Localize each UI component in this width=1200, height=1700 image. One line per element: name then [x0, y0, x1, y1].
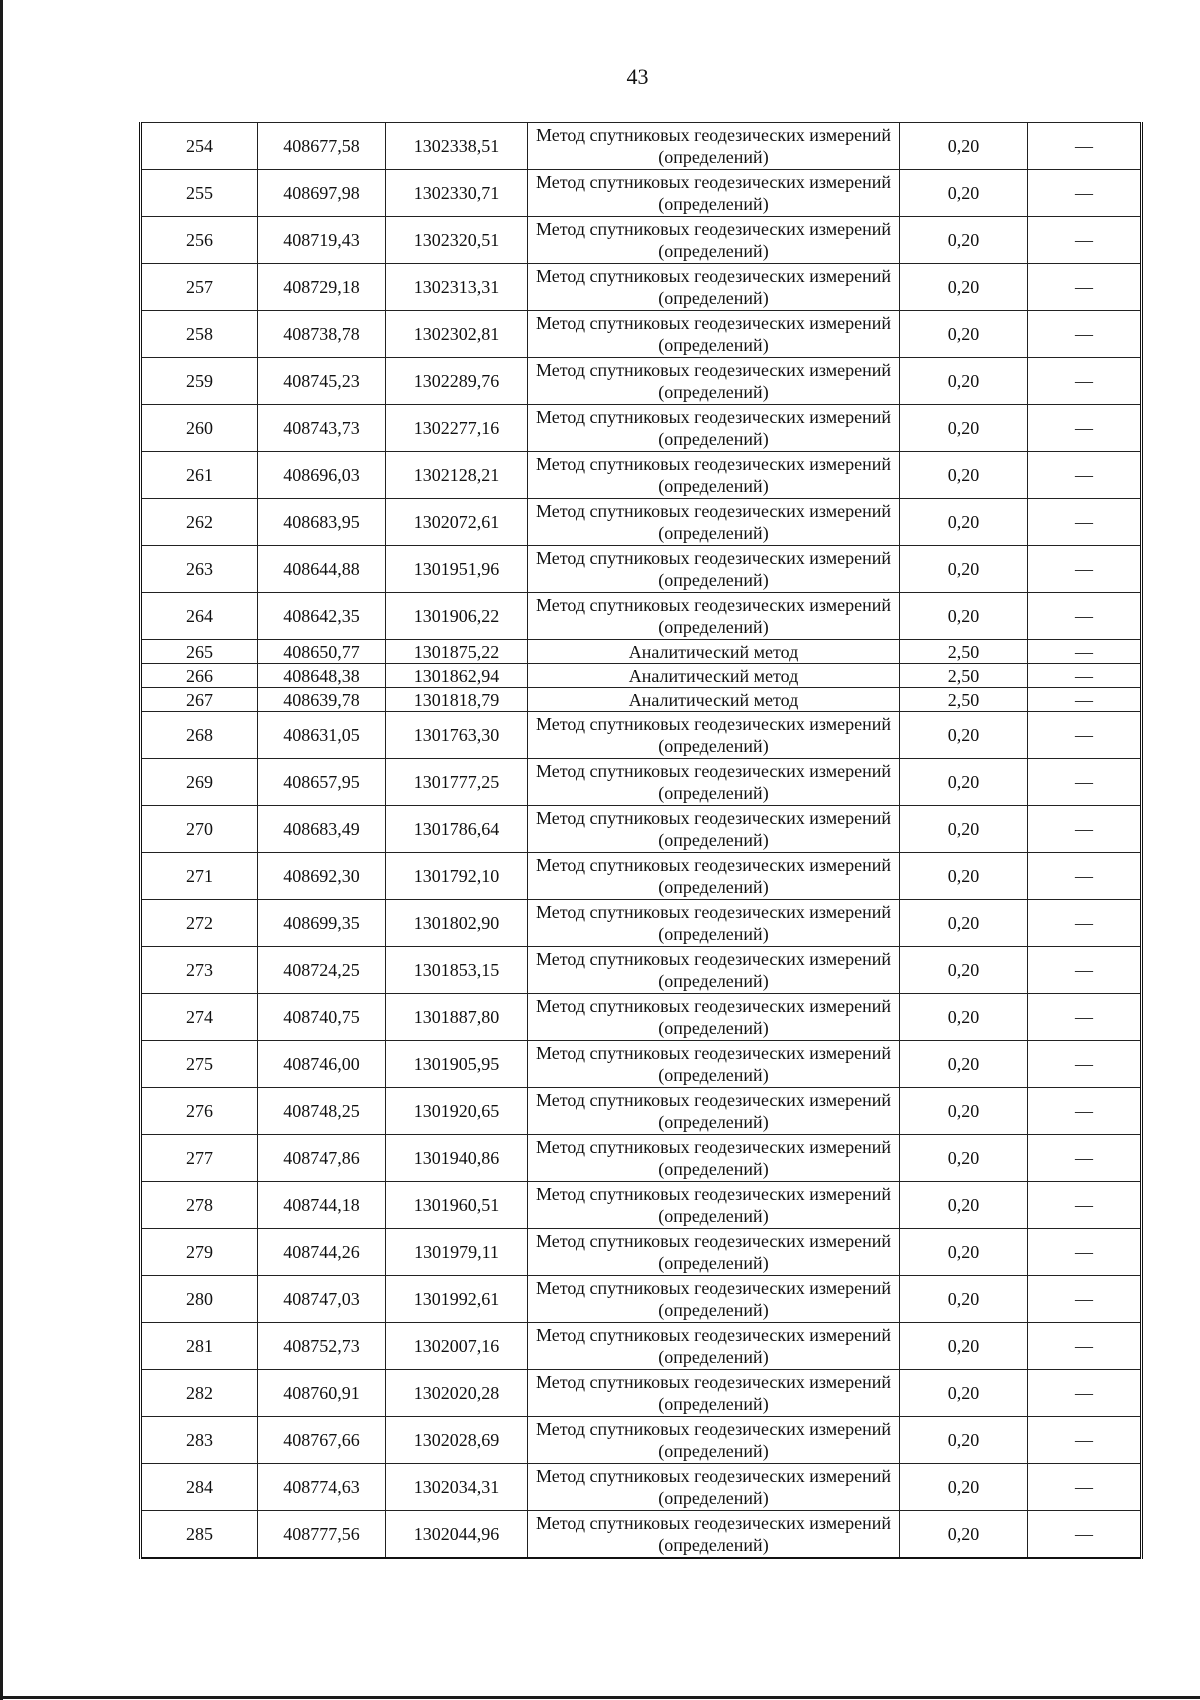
method-cell: Метод спутниковых геодезических измерений (определений)	[528, 358, 900, 405]
method-cell: Метод спутниковых геодезических измерений (определений)	[528, 806, 900, 853]
note-cell: —	[1028, 1041, 1142, 1088]
note-cell: —	[1028, 170, 1142, 217]
coord-y-cell: 1302277,16	[386, 405, 528, 452]
table-row	[141, 1511, 1142, 1559]
coord-x-cell: 408683,49	[258, 806, 386, 853]
accuracy-cell: 0,20	[900, 1464, 1028, 1511]
table-row	[141, 1041, 1142, 1088]
table-row	[141, 759, 1142, 806]
coord-x-cell: 408747,86	[258, 1135, 386, 1182]
accuracy-cell: 0,20	[900, 1182, 1028, 1229]
point-number-cell: 276	[141, 1088, 258, 1135]
point-number-cell: 261	[141, 452, 258, 499]
note-cell: —	[1028, 1229, 1142, 1276]
table-row	[141, 664, 1142, 688]
point-number-cell: 269	[141, 759, 258, 806]
point-number-cell: 260	[141, 405, 258, 452]
table-row	[141, 452, 1142, 499]
coord-x-cell: 408740,75	[258, 994, 386, 1041]
method-cell: Метод спутниковых геодезических измерений (определений)	[528, 1370, 900, 1417]
accuracy-cell: 0,20	[900, 1041, 1028, 1088]
point-number-cell: 256	[141, 217, 258, 264]
point-number-cell: 268	[141, 712, 258, 759]
note-cell: —	[1028, 217, 1142, 264]
coord-x-cell: 408697,98	[258, 170, 386, 217]
note-cell: —	[1028, 900, 1142, 947]
note-cell: —	[1028, 499, 1142, 546]
coord-x-cell: 408719,43	[258, 217, 386, 264]
note-cell: —	[1028, 712, 1142, 759]
point-number-cell: 262	[141, 499, 258, 546]
coord-y-cell: 1301960,51	[386, 1182, 528, 1229]
coord-y-cell: 1302020,28	[386, 1370, 528, 1417]
table-row	[141, 947, 1142, 994]
coord-x-cell: 408744,18	[258, 1182, 386, 1229]
accuracy-cell: 0,20	[900, 217, 1028, 264]
coord-y-cell: 1301875,22	[386, 640, 528, 664]
point-number-cell: 265	[141, 640, 258, 664]
method-cell: Метод спутниковых геодезических измерений (определений)	[528, 1417, 900, 1464]
table-row	[141, 1417, 1142, 1464]
method-cell: Метод спутниковых геодезических измерений (определений)	[528, 264, 900, 311]
note-cell: —	[1028, 1135, 1142, 1182]
coord-x-cell: 408760,91	[258, 1370, 386, 1417]
table-row	[141, 593, 1142, 640]
table-row	[141, 1276, 1142, 1323]
table-row	[141, 1182, 1142, 1229]
table-row	[141, 1323, 1142, 1370]
coord-x-cell: 408644,88	[258, 546, 386, 593]
coord-x-cell: 408724,25	[258, 947, 386, 994]
coord-x-cell: 408683,95	[258, 499, 386, 546]
coord-y-cell: 1301763,30	[386, 712, 528, 759]
note-cell: —	[1028, 1511, 1142, 1559]
method-cell: Метод спутниковых геодезических измерений (определений)	[528, 712, 900, 759]
accuracy-cell: 0,20	[900, 264, 1028, 311]
table-row	[141, 1088, 1142, 1135]
coord-y-cell: 1301951,96	[386, 546, 528, 593]
accuracy-cell: 0,20	[900, 123, 1028, 170]
table-row	[141, 358, 1142, 405]
coord-y-cell: 1301802,90	[386, 900, 528, 947]
table-row	[141, 217, 1142, 264]
note-cell: —	[1028, 1323, 1142, 1370]
accuracy-cell: 0,20	[900, 947, 1028, 994]
note-cell: —	[1028, 593, 1142, 640]
coord-x-cell: 408745,23	[258, 358, 386, 405]
note-cell: —	[1028, 405, 1142, 452]
method-cell: Аналитический метод	[528, 640, 900, 664]
method-cell: Метод спутниковых геодезических измерений (определений)	[528, 1323, 900, 1370]
point-number-cell: 257	[141, 264, 258, 311]
accuracy-cell: 0,20	[900, 170, 1028, 217]
coord-x-cell: 408729,18	[258, 264, 386, 311]
point-number-cell: 270	[141, 806, 258, 853]
method-cell: Метод спутниковых геодезических измерений (определений)	[528, 900, 900, 947]
coord-y-cell: 1301992,61	[386, 1276, 528, 1323]
coord-y-cell: 1302330,71	[386, 170, 528, 217]
table-row	[141, 405, 1142, 452]
coord-y-cell: 1302128,21	[386, 452, 528, 499]
point-number-cell: 283	[141, 1417, 258, 1464]
coord-x-cell: 408657,95	[258, 759, 386, 806]
point-number-cell: 266	[141, 664, 258, 688]
coord-y-cell: 1302007,16	[386, 1323, 528, 1370]
table-row	[141, 640, 1142, 664]
method-cell: Метод спутниковых геодезических измерений (определений)	[528, 947, 900, 994]
method-cell: Метод спутниковых геодезических измерений (определений)	[528, 1511, 900, 1559]
table-row	[141, 853, 1142, 900]
note-cell: —	[1028, 546, 1142, 593]
coord-y-cell: 1301920,65	[386, 1088, 528, 1135]
scan-edge-left	[0, 0, 3, 1700]
coord-y-cell: 1302044,96	[386, 1511, 528, 1559]
coord-y-cell: 1302302,81	[386, 311, 528, 358]
coord-x-cell: 408744,26	[258, 1229, 386, 1276]
coord-x-cell: 408642,35	[258, 593, 386, 640]
note-cell: —	[1028, 759, 1142, 806]
accuracy-cell: 2,50	[900, 688, 1028, 712]
note-cell: —	[1028, 452, 1142, 499]
point-number-cell: 271	[141, 853, 258, 900]
coord-y-cell: 1301940,86	[386, 1135, 528, 1182]
method-cell: Метод спутниковых геодезических измерений (определений)	[528, 405, 900, 452]
point-number-cell: 279	[141, 1229, 258, 1276]
coord-y-cell: 1302313,31	[386, 264, 528, 311]
coord-y-cell: 1301786,64	[386, 806, 528, 853]
point-number-cell: 275	[141, 1041, 258, 1088]
accuracy-cell: 0,20	[900, 452, 1028, 499]
point-number-cell: 254	[141, 123, 258, 170]
table-body	[141, 123, 1142, 1559]
table-row	[141, 264, 1142, 311]
table-row	[141, 1229, 1142, 1276]
coord-x-cell: 408777,56	[258, 1511, 386, 1559]
note-cell: —	[1028, 1370, 1142, 1417]
table-row	[141, 806, 1142, 853]
note-cell: —	[1028, 264, 1142, 311]
method-cell: Метод спутниковых геодезических измерений (определений)	[528, 170, 900, 217]
coord-y-cell: 1302338,51	[386, 123, 528, 170]
coord-y-cell: 1301777,25	[386, 759, 528, 806]
point-number-cell: 277	[141, 1135, 258, 1182]
coord-x-cell: 408639,78	[258, 688, 386, 712]
note-cell: —	[1028, 311, 1142, 358]
note-cell: —	[1028, 1464, 1142, 1511]
point-number-cell: 282	[141, 1370, 258, 1417]
table-row	[141, 900, 1142, 947]
method-cell: Метод спутниковых геодезических измерений (определений)	[528, 759, 900, 806]
method-cell: Метод спутниковых геодезических измерений (определений)	[528, 1135, 900, 1182]
accuracy-cell: 0,20	[900, 405, 1028, 452]
method-cell: Метод спутниковых геодезических измерений (определений)	[528, 1464, 900, 1511]
note-cell: —	[1028, 358, 1142, 405]
table-row	[141, 311, 1142, 358]
method-cell: Метод спутниковых геодезических измерений (определений)	[528, 593, 900, 640]
accuracy-cell: 0,20	[900, 900, 1028, 947]
method-cell: Метод спутниковых геодезических измерений (определений)	[528, 1182, 900, 1229]
table-row	[141, 712, 1142, 759]
point-number-cell: 264	[141, 593, 258, 640]
coord-y-cell: 1301979,11	[386, 1229, 528, 1276]
table-row	[141, 994, 1142, 1041]
table-row	[141, 170, 1142, 217]
note-cell: —	[1028, 123, 1142, 170]
accuracy-cell: 0,20	[900, 759, 1028, 806]
note-cell: —	[1028, 1276, 1142, 1323]
coord-y-cell: 1301818,79	[386, 688, 528, 712]
accuracy-cell: 0,20	[900, 1135, 1028, 1182]
note-cell: —	[1028, 994, 1142, 1041]
coord-x-cell: 408774,63	[258, 1464, 386, 1511]
accuracy-cell: 0,20	[900, 546, 1028, 593]
method-cell: Метод спутниковых геодезических измерений (определений)	[528, 123, 900, 170]
coordinates-table	[139, 122, 1143, 1559]
method-cell: Аналитический метод	[528, 664, 900, 688]
method-cell: Метод спутниковых геодезических измерений (определений)	[528, 546, 900, 593]
method-cell: Метод спутниковых геодезических измерений (определений)	[528, 1276, 900, 1323]
point-number-cell: 267	[141, 688, 258, 712]
coord-x-cell: 408631,05	[258, 712, 386, 759]
coord-y-cell: 1302289,76	[386, 358, 528, 405]
note-cell: —	[1028, 1088, 1142, 1135]
coord-y-cell: 1302072,61	[386, 499, 528, 546]
point-number-cell: 285	[141, 1511, 258, 1559]
accuracy-cell: 0,20	[900, 806, 1028, 853]
point-number-cell: 255	[141, 170, 258, 217]
note-cell: —	[1028, 640, 1142, 664]
method-cell: Метод спутниковых геодезических измерений (определений)	[528, 994, 900, 1041]
accuracy-cell: 0,20	[900, 1088, 1028, 1135]
accuracy-cell: 0,20	[900, 311, 1028, 358]
coord-y-cell: 1302034,31	[386, 1464, 528, 1511]
accuracy-cell: 0,20	[900, 358, 1028, 405]
accuracy-cell: 0,20	[900, 1229, 1028, 1276]
coord-y-cell: 1302028,69	[386, 1417, 528, 1464]
method-cell: Метод спутниковых геодезических измерений (определений)	[528, 1229, 900, 1276]
note-cell: —	[1028, 664, 1142, 688]
coord-y-cell: 1301887,80	[386, 994, 528, 1041]
note-cell: —	[1028, 806, 1142, 853]
coord-x-cell: 408767,66	[258, 1417, 386, 1464]
method-cell: Метод спутниковых геодезических измерений (определений)	[528, 217, 900, 264]
coord-x-cell: 408677,58	[258, 123, 386, 170]
coord-y-cell: 1301792,10	[386, 853, 528, 900]
accuracy-cell: 2,50	[900, 664, 1028, 688]
coord-x-cell: 408696,03	[258, 452, 386, 499]
accuracy-cell: 0,20	[900, 1417, 1028, 1464]
coord-x-cell: 408650,77	[258, 640, 386, 664]
note-cell: —	[1028, 853, 1142, 900]
coord-x-cell: 408752,73	[258, 1323, 386, 1370]
method-cell: Метод спутниковых геодезических измерений (определений)	[528, 499, 900, 546]
coord-x-cell: 408738,78	[258, 311, 386, 358]
point-number-cell: 278	[141, 1182, 258, 1229]
page-number: 43	[626, 64, 649, 89]
point-number-cell: 272	[141, 900, 258, 947]
accuracy-cell: 2,50	[900, 640, 1028, 664]
accuracy-cell: 0,20	[900, 994, 1028, 1041]
note-cell: —	[1028, 1417, 1142, 1464]
accuracy-cell: 0,20	[900, 712, 1028, 759]
point-number-cell: 284	[141, 1464, 258, 1511]
method-cell: Метод спутниковых геодезических измерений (определений)	[528, 1088, 900, 1135]
note-cell: —	[1028, 688, 1142, 712]
point-number-cell: 259	[141, 358, 258, 405]
method-cell: Метод спутниковых геодезических измерений (определений)	[528, 452, 900, 499]
scan-edge-bottom	[0, 1696, 1200, 1699]
accuracy-cell: 0,20	[900, 1323, 1028, 1370]
coord-x-cell: 408699,35	[258, 900, 386, 947]
accuracy-cell: 0,20	[900, 499, 1028, 546]
method-cell: Метод спутниковых геодезических измерений (определений)	[528, 1041, 900, 1088]
table-row	[141, 123, 1142, 170]
point-number-cell: 281	[141, 1323, 258, 1370]
accuracy-cell: 0,20	[900, 1511, 1028, 1559]
accuracy-cell: 0,20	[900, 1276, 1028, 1323]
table-row	[141, 688, 1142, 712]
table-row	[141, 1464, 1142, 1511]
table-row	[141, 1370, 1142, 1417]
coord-x-cell: 408692,30	[258, 853, 386, 900]
point-number-cell: 258	[141, 311, 258, 358]
note-cell: —	[1028, 1182, 1142, 1229]
coord-y-cell: 1301853,15	[386, 947, 528, 994]
coord-x-cell: 408743,73	[258, 405, 386, 452]
method-cell: Аналитический метод	[528, 688, 900, 712]
coord-x-cell: 408747,03	[258, 1276, 386, 1323]
coord-y-cell: 1301905,95	[386, 1041, 528, 1088]
accuracy-cell: 0,20	[900, 593, 1028, 640]
point-number-cell: 263	[141, 546, 258, 593]
coord-x-cell: 408748,25	[258, 1088, 386, 1135]
coord-y-cell: 1301906,22	[386, 593, 528, 640]
accuracy-cell: 0,20	[900, 1370, 1028, 1417]
method-cell: Метод спутниковых геодезических измерений (определений)	[528, 853, 900, 900]
point-number-cell: 274	[141, 994, 258, 1041]
table-row	[141, 1135, 1142, 1182]
point-number-cell: 280	[141, 1276, 258, 1323]
table-row	[141, 546, 1142, 593]
coord-y-cell: 1302320,51	[386, 217, 528, 264]
accuracy-cell: 0,20	[900, 853, 1028, 900]
coord-x-cell: 408746,00	[258, 1041, 386, 1088]
coord-y-cell: 1301862,94	[386, 664, 528, 688]
coord-x-cell: 408648,38	[258, 664, 386, 688]
note-cell: —	[1028, 947, 1142, 994]
table-row	[141, 499, 1142, 546]
point-number-cell: 273	[141, 947, 258, 994]
method-cell: Метод спутниковых геодезических измерений (определений)	[528, 311, 900, 358]
